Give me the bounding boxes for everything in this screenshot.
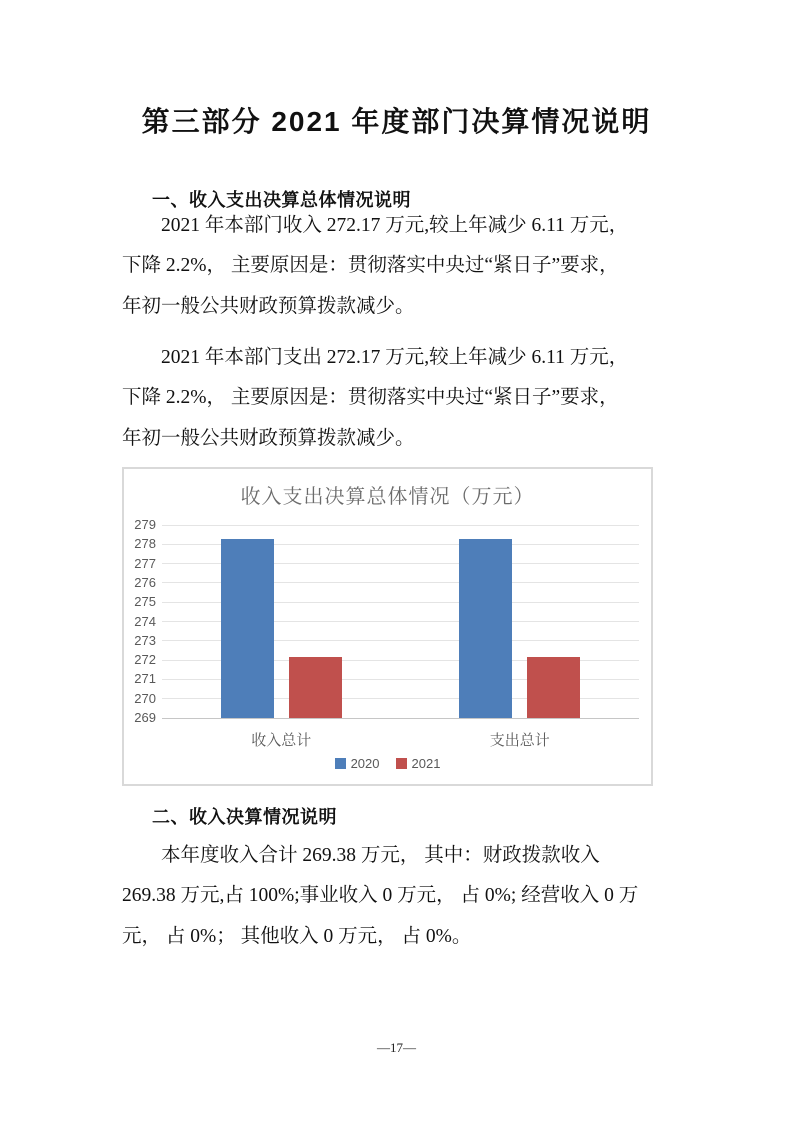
document-title: 第三部分 2021 年度部门决算情况说明	[141, 106, 652, 137]
section-heading-2: 二、收入决算情况说明	[152, 807, 337, 827]
body-line: 下降 2.2%， 主要原因是：贯彻落实中央过“紧日子”要求，	[122, 387, 619, 409]
body-line: 元， 占 0%； 其他收入 0 万元， 占 0%。	[122, 925, 472, 947]
body-line: 年初一般公共财政预算拨款减少。	[122, 295, 415, 317]
y-axis-tick-label: 279	[134, 517, 156, 532]
y-axis-tick-label: 278	[134, 536, 156, 552]
legend-swatch-icon	[335, 758, 346, 769]
bar-2021-1	[289, 657, 342, 718]
legend-swatch-icon	[396, 758, 407, 769]
bar-2020-1	[221, 539, 274, 718]
y-axis-tick-label: 269	[134, 710, 156, 725]
x-axis-category-label: 支出总计	[489, 732, 550, 749]
body-line: 2021 年本部门收入 272.17 万元,较上年减少 6.11 万元，	[161, 215, 629, 236]
y-axis-tick-label: 276	[134, 574, 156, 590]
bar-2020-2	[459, 539, 512, 718]
chart-legend	[124, 756, 651, 771]
legend-label: 2021	[411, 756, 441, 771]
y-axis-tick-label: 273	[134, 632, 156, 648]
y-axis-tick-label: 271	[134, 671, 156, 687]
body-line: 本年度收入合计 269.38 万元， 其中：财政拨款收入	[161, 845, 600, 866]
legend-item-2020	[335, 756, 380, 771]
chart-income-expenditure	[122, 467, 653, 786]
y-axis-tick-label: 277	[134, 555, 156, 571]
y-axis-tick-label: 270	[134, 690, 156, 706]
y-axis-tick-label: 275	[134, 594, 156, 610]
body-line: 2021 年本部门支出 272.17 万元,较上年减少 6.11 万元，	[161, 347, 629, 368]
legend-label: 2020	[350, 756, 380, 771]
y-axis-tick-label: 272	[134, 652, 156, 668]
page-number: —17—	[377, 1040, 416, 1055]
legend-item-2021	[396, 756, 441, 771]
y-axis-tick-label: 274	[134, 613, 156, 629]
bar-2021-2	[527, 657, 580, 718]
gridline	[162, 525, 639, 526]
body-line: 269.38 万元,占 100%;事业收入 0 万元， 占 0%; 经营收入 0 万	[122, 885, 639, 907]
body-line: 年初一般公共财政预算拨款减少。	[122, 427, 415, 449]
paragraph-revenue-detail	[122, 836, 682, 957]
body-line: 下降 2.2%， 主要原因是：贯彻落实中央过“紧日子”要求，	[122, 255, 619, 277]
chart-plot-area	[162, 525, 639, 718]
paragraph-expenditure	[122, 338, 682, 459]
chart-title: 收入支出决算总体情况（万元）	[240, 486, 535, 508]
paragraph-income	[122, 206, 682, 327]
section-heading-1: 一、收入支出决算总体情况说明	[152, 190, 411, 210]
x-axis-category-label: 收入总计	[251, 732, 312, 749]
